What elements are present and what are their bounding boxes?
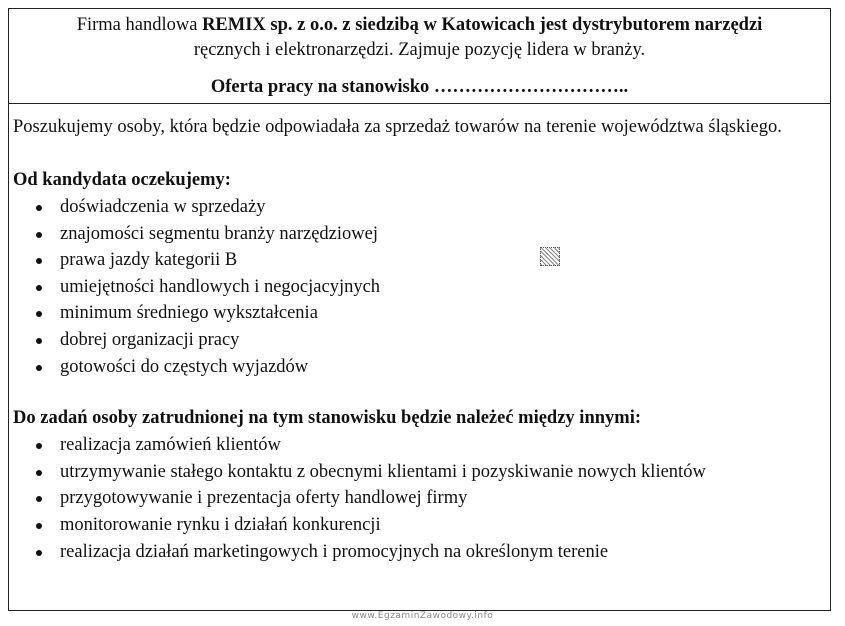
bullet-icon (36, 205, 42, 211)
list-item: minimum średniego wykształcenia (13, 300, 826, 327)
intro-section (9, 9, 830, 104)
offer-body (13, 114, 826, 565)
offer-title: Oferta pracy na stanowisko ………………………….. (210, 77, 629, 97)
bullet-icon (36, 496, 42, 502)
list-item: doświadczenia w sprzedaży (13, 194, 826, 221)
requirements-heading: Od kandydata oczekujemy: (13, 170, 231, 190)
bullet-icon (36, 550, 42, 556)
bullet-icon (36, 470, 42, 476)
duties-heading: Do zadań osoby zatrudnionej na tym stanowisku będzie należeć między innymi: (13, 408, 641, 429)
bullet-icon (36, 232, 42, 238)
list-item: realizacja zamówień klientów (13, 432, 826, 459)
list-item: znajomości segmentu branży narzędziowej (13, 221, 826, 248)
job-description: Poszukujemy osoby, która będzie odpowiadała za sprzedaż towarów na terenie województwa śląskiego. (13, 117, 782, 137)
bullet-icon (36, 258, 42, 264)
list-item: monitorowanie rynku i działań konkurencji (13, 512, 826, 539)
company-name: REMIX sp. z o.o. z siedzibą w Katowicach jest dystrybutorem narzędzi (202, 15, 763, 35)
bullet-icon (36, 285, 42, 291)
bullet-icon (36, 523, 42, 529)
list-item: prawa jazdy kategorii B (13, 247, 826, 274)
requirements-list (13, 194, 826, 380)
duties-list (13, 432, 826, 565)
bullet-icon (36, 365, 42, 371)
watermark: www.EgzaminZawodowy.info (351, 611, 494, 621)
list-item: realizacja działań marketingowych i promocyjnych na określonym terenie (13, 539, 826, 566)
bullet-icon (36, 338, 42, 344)
embedded-image-placeholder-icon (540, 247, 560, 266)
list-item: dobrej organizacji pracy (13, 327, 826, 354)
intro-suffix: ręcznych i elektronarzędzi. Zajmuje pozycję lidera w branży. (193, 40, 646, 60)
list-item: utrzymywanie stałego kontaktu z obecnymi klientami i pozyskiwanie nowych klientów (13, 459, 826, 486)
job-offer-frame (8, 8, 831, 611)
bullet-icon (36, 443, 42, 449)
list-item: umiejętności handlowych i negocjacyjnych (13, 274, 826, 301)
list-item: przygotowywanie i prezentacja oferty handlowej firmy (13, 485, 826, 512)
intro-prefix: Firma handlowa (76, 15, 203, 35)
company-intro (9, 9, 830, 63)
bullet-icon (36, 311, 42, 317)
list-item: gotowości do częstych wyjazdów (13, 354, 826, 381)
